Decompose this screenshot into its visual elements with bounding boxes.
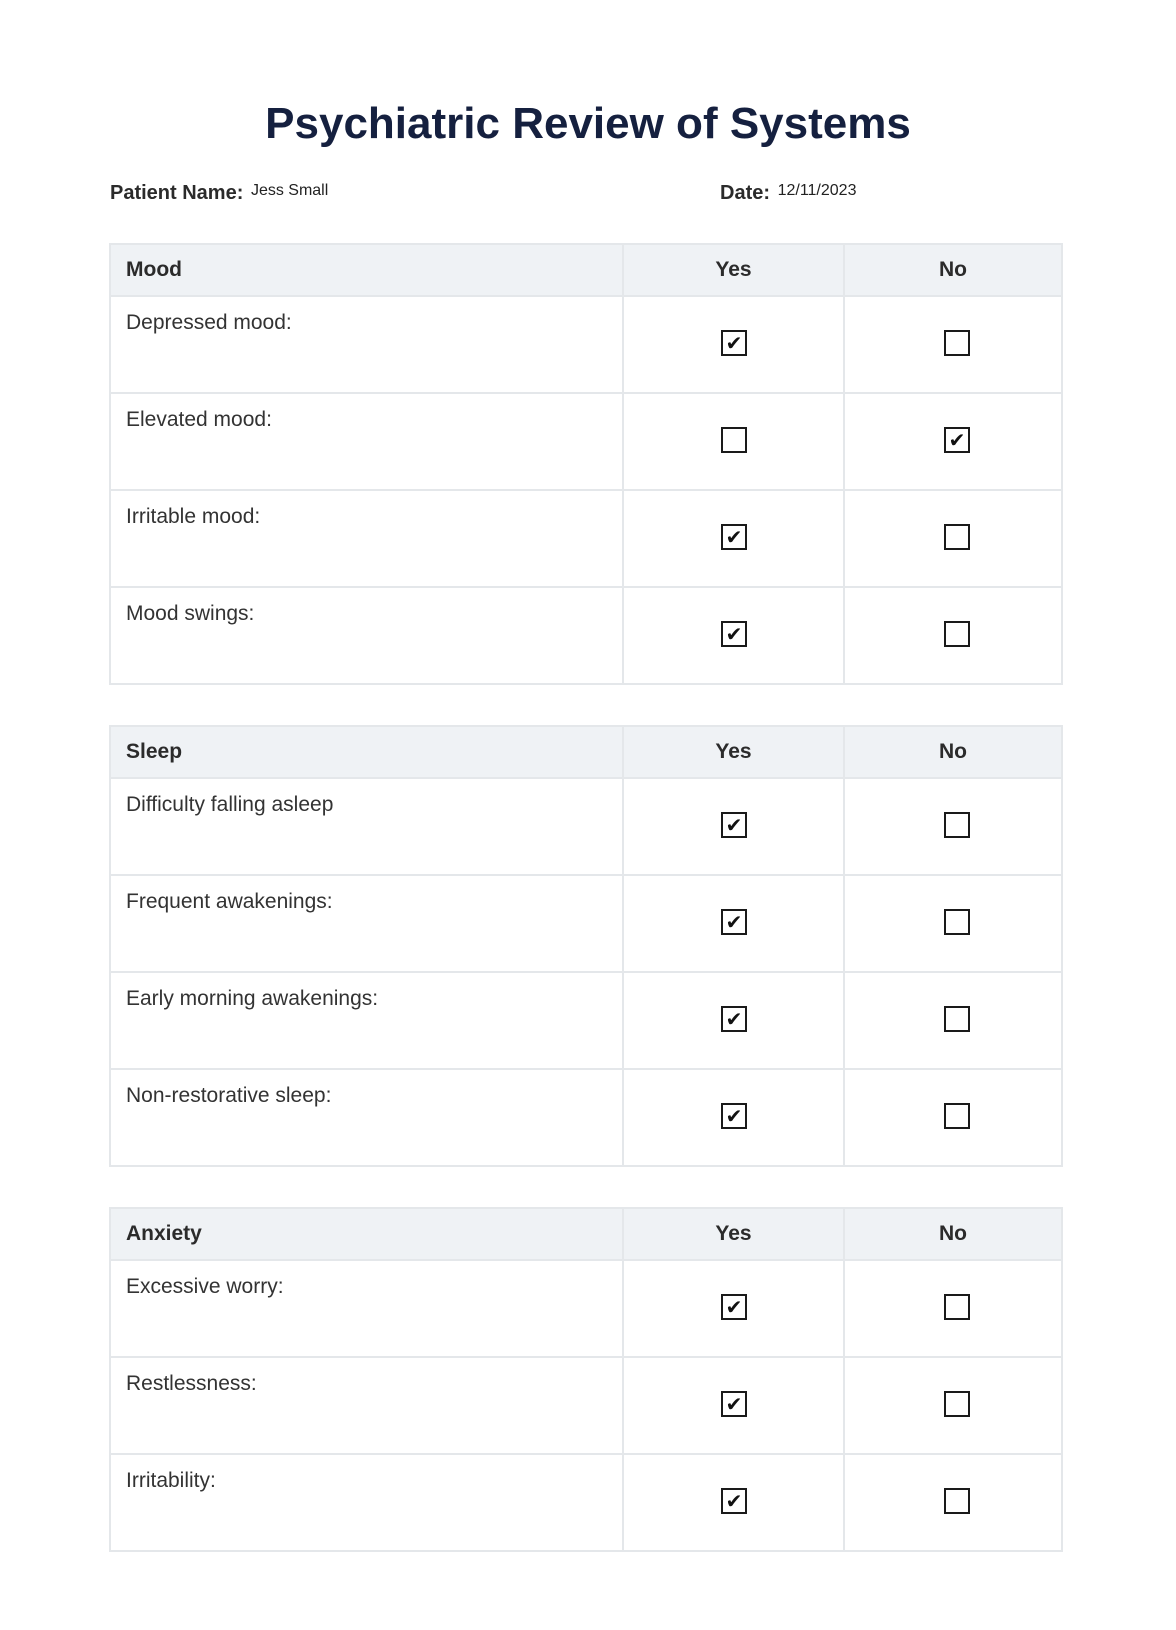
section-heading: Sleep [111,727,624,777]
yes-checkbox[interactable]: ✔ [721,330,747,356]
table-row [111,1453,1061,1550]
item-label: Mood swings: [111,588,624,683]
item-label: Excessive worry: [111,1261,624,1356]
yes-checkbox[interactable]: ✔ [721,621,747,647]
yes-checkbox[interactable] [721,427,747,453]
section-anxiety [109,1207,1063,1552]
item-label: Non-restorative sleep: [111,1070,624,1165]
yes-column-header: Yes [624,1209,845,1259]
no-checkbox[interactable] [944,330,970,356]
no-checkbox[interactable] [944,1294,970,1320]
section-header [111,1209,1061,1259]
date-field [720,178,856,206]
yes-checkbox[interactable]: ✔ [721,1006,747,1032]
section-header [111,245,1061,295]
section-mood [109,243,1063,685]
table-row [111,586,1061,683]
item-label: Early morning awakenings: [111,973,624,1068]
no-column-header: No [939,258,967,281]
section-header [111,727,1061,777]
table-row [111,392,1061,489]
yes-checkbox[interactable]: ✔ [721,812,747,838]
yes-column-header: Yes [624,245,845,295]
table-row [111,777,1061,874]
item-label: Depressed mood: [111,297,624,392]
patient-name-value: Jess Small [250,182,329,199]
table-row [111,1259,1061,1356]
no-checkbox[interactable] [944,524,970,550]
section-heading: Mood [111,245,624,295]
no-checkbox[interactable] [944,1391,970,1417]
patient-name-field [110,178,328,206]
yes-column-header: Yes [624,727,845,777]
no-checkbox[interactable] [944,1103,970,1129]
no-checkbox[interactable]: ✔ [944,427,970,453]
item-label: Frequent awakenings: [111,876,624,971]
table-row [111,1356,1061,1453]
yes-checkbox[interactable]: ✔ [721,1103,747,1129]
page-title: Psychiatric Review of Systems [265,99,911,148]
table-row [111,971,1061,1068]
no-checkbox[interactable] [944,812,970,838]
item-label: Irritable mood: [111,491,624,586]
item-label: Difficulty falling asleep [111,779,624,874]
section-sleep [109,725,1063,1167]
section-heading: Anxiety [111,1209,624,1259]
item-label: Restlessness: [111,1358,624,1453]
no-column-header: No [939,1222,967,1245]
yes-checkbox[interactable]: ✔ [721,909,747,935]
yes-checkbox[interactable]: ✔ [721,1294,747,1320]
date-value: 12/11/2023 [777,182,857,199]
patient-name-label: Patient Name: [110,182,244,204]
date-label: Date: [720,182,771,204]
table-row [111,489,1061,586]
no-checkbox[interactable] [944,1488,970,1514]
table-row [111,874,1061,971]
table-row [111,1068,1061,1165]
yes-checkbox[interactable]: ✔ [721,1488,747,1514]
item-label: Irritability: [111,1455,624,1550]
no-column-header: No [939,740,967,763]
no-checkbox[interactable] [944,909,970,935]
item-label: Elevated mood: [111,394,624,489]
yes-checkbox[interactable]: ✔ [721,524,747,550]
table-row [111,295,1061,392]
no-checkbox[interactable] [944,1006,970,1032]
yes-checkbox[interactable]: ✔ [721,1391,747,1417]
no-checkbox[interactable] [944,621,970,647]
